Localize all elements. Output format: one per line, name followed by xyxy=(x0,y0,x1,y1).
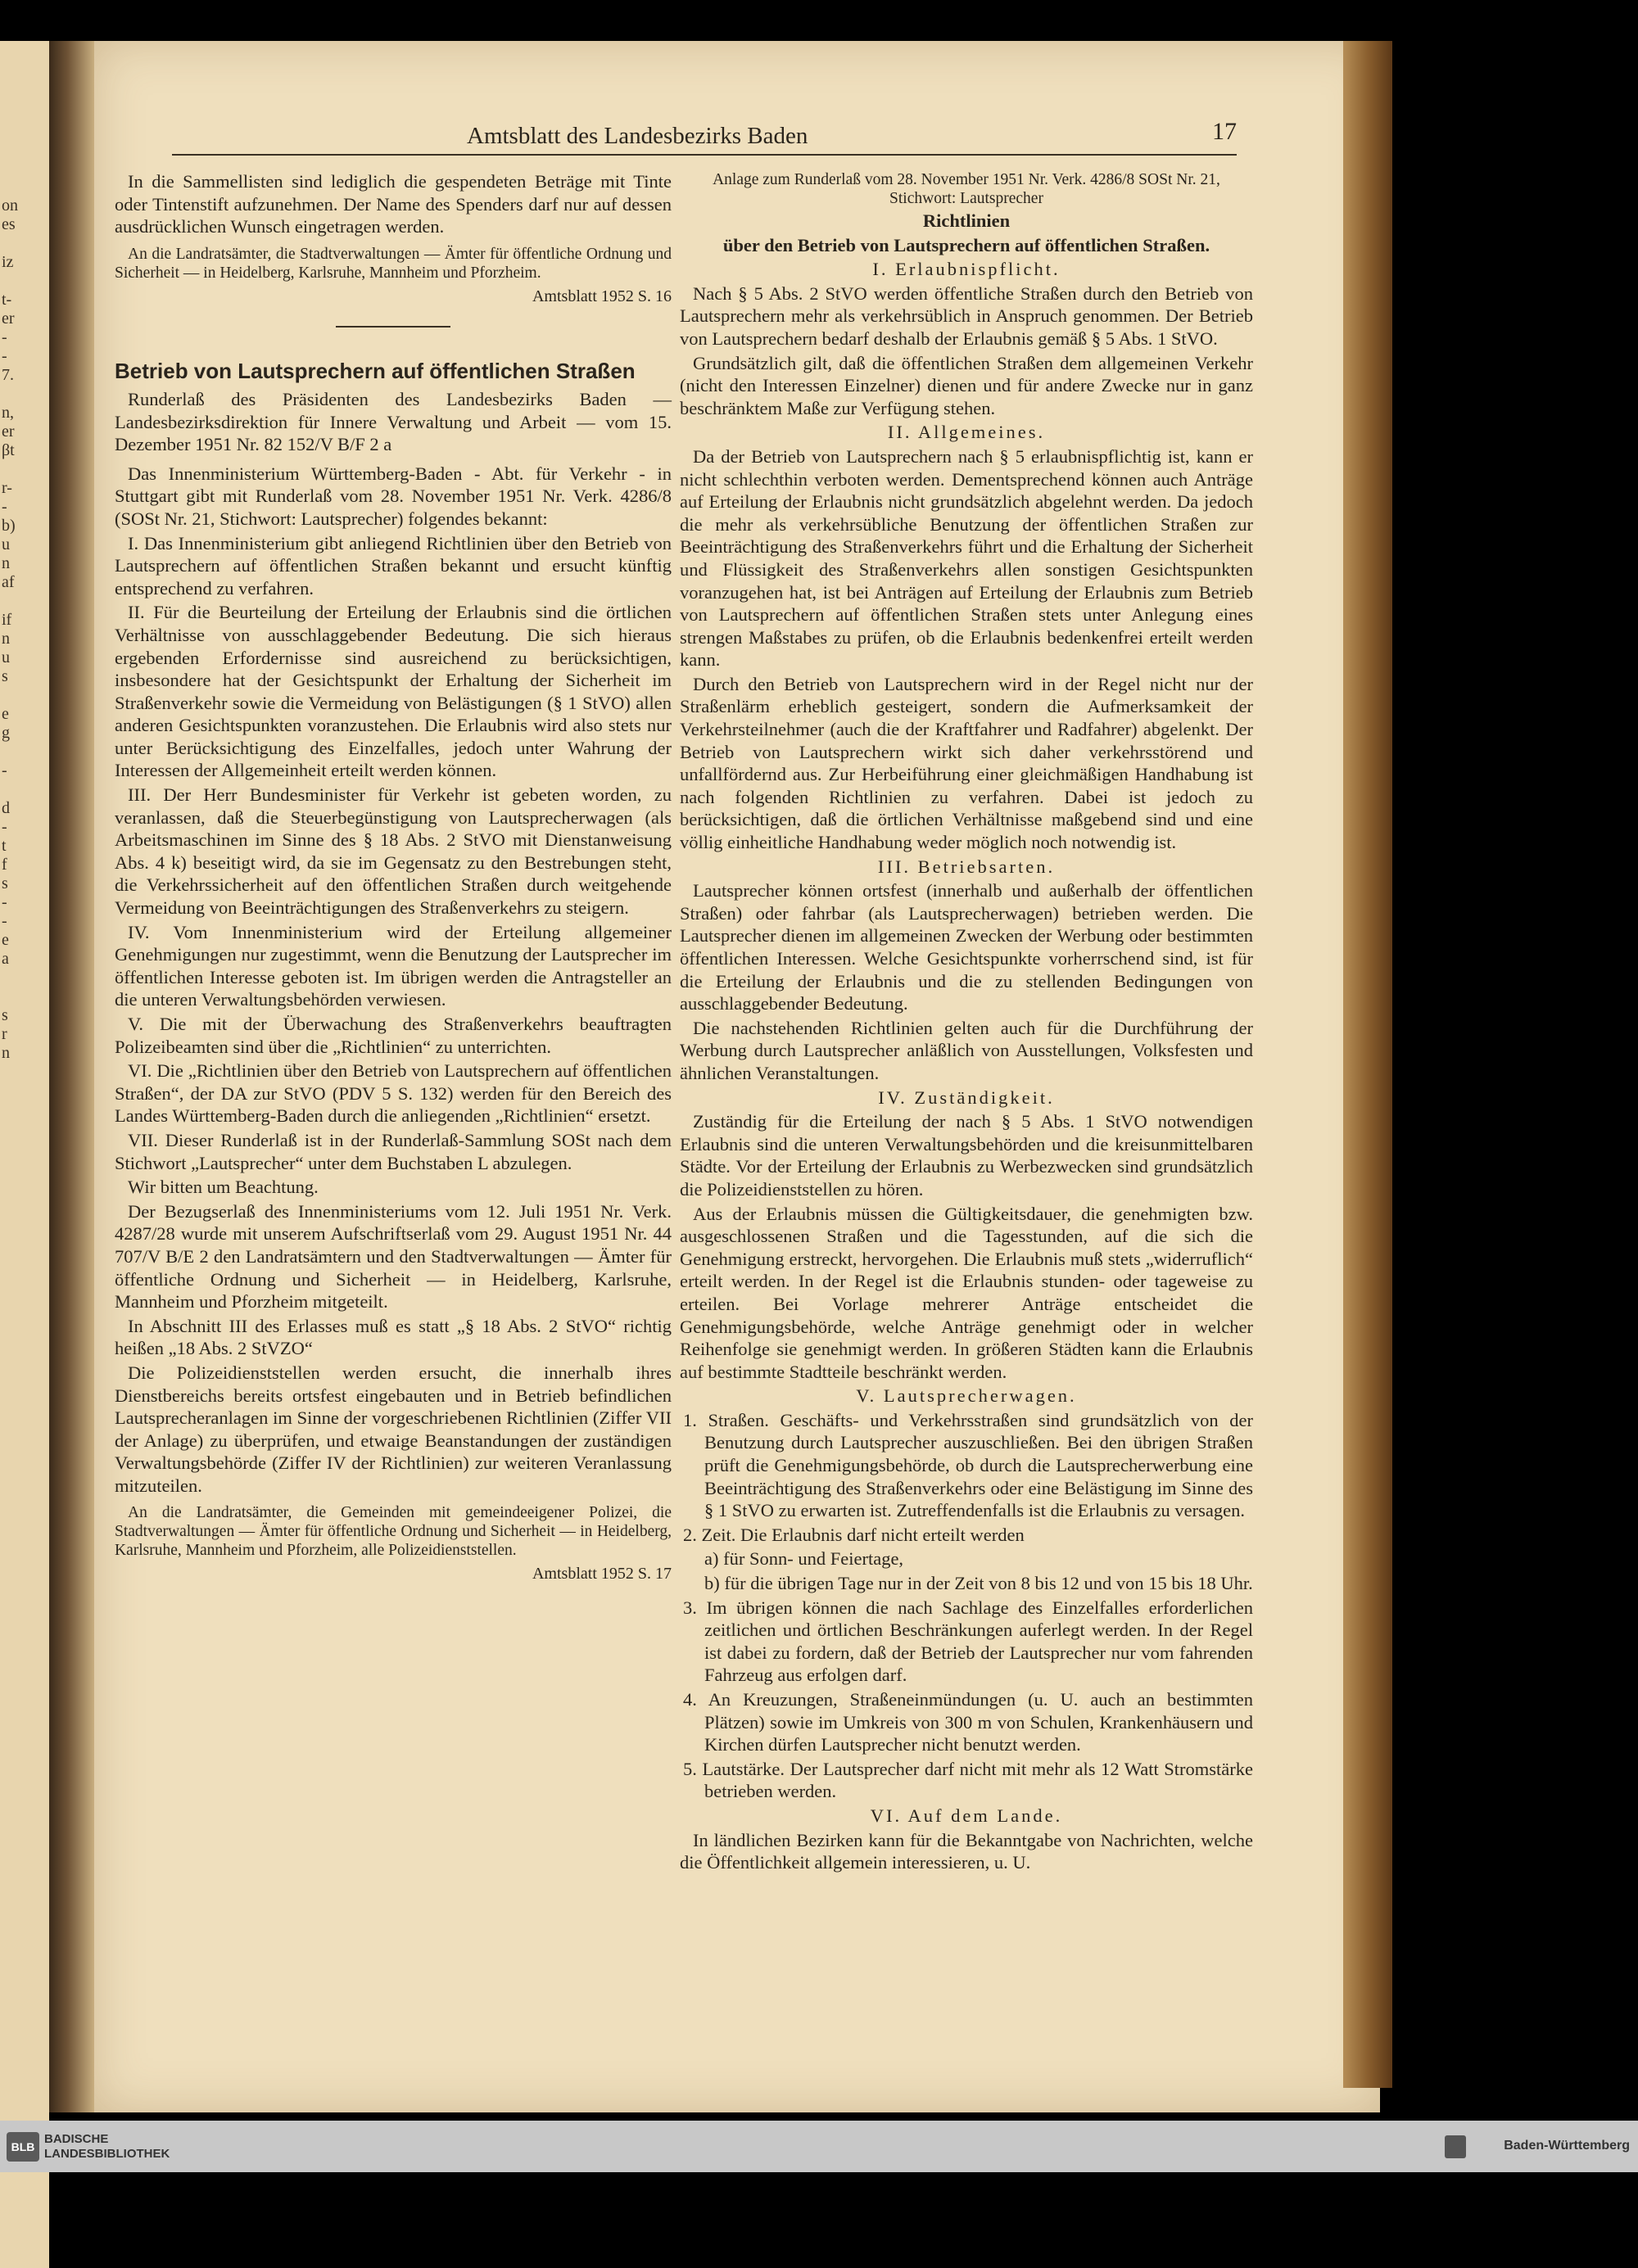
margin-fragment xyxy=(0,1063,49,1082)
library-name-line1: BADISCHE xyxy=(44,2132,109,2146)
margin-fragment xyxy=(0,592,49,611)
paragraph: Da der Betrieb von Lautsprechern nach § 5 erlaubnispflichtig ist, kann er nicht schlechthin verboten werden. Dementsprechend können auch Anträge auf Erteilung der Erlaubnis nicht grundsätzlich abgelehnt werden. Da jedoch die mehr als verkehrsübliche Benutzung der öffentlichen Straßen zur Beeinträchtigung des Straßenverkehrs führt und die Erhaltung der Sicherheit und Flüssigkeit des Straßenverkehrs allen sonstigen Gesichtspunkten voranzugehen hat, ist bei Anträgen auf Erteilung der Erlaubnis zum Betrieb von Lautsprechern auf öffentlichen Straßen stets unter Anlegung eines strengen Maßstabes zu prüfen, ob die Erlaubnis bedenkenfrei erteilt werden kann. xyxy=(680,445,1253,671)
right-column xyxy=(680,170,1253,1876)
left-column xyxy=(115,170,672,1591)
margin-fragment: - xyxy=(2,893,7,911)
paragraph: Das Innenministerium Württemberg-Baden - Abt. für Verkehr - in Stuttgart gibt mit Runderlaß vom 28. November 1951 Nr. Verk. 4286/8 (SOSt Nr. 21, Stichwort: Lautsprecher) folgendes bekannt: xyxy=(115,463,672,529)
paragraph: III. Der Herr Bundesminister für Verkehr ist gebeten worden, zu veranlassen, daß die Steuerbegünstigung von Lautsprecherwagen (als Arbeitsmaschinen im Sinne des § 18 Abs. 2 StVO mit Dienstanweisung Abs. 4 k) beseitigt wird, da sie im Gegensatz zu den Bestrebungen steht, die Verkehrssicherheit auf den öffentlichen Straßen durch weitgehende Vermeidung von Beeinträchtigungen des Straßenverkehrs zu steigern. xyxy=(115,784,672,919)
intro-paragraph: In die Sammellisten sind lediglich die gespendeten Beträge mit Tinte oder Tintenstift aufzunehmen. Der Name des Spenders darf nur auf dessen ausdrücklichen Wunsch eingetragen werden. xyxy=(115,171,672,237)
blb-logo[interactable]: BLB xyxy=(7,2132,39,2162)
section-heading: III. Betriebsarten. xyxy=(877,856,1056,877)
margin-fragment: s xyxy=(2,667,8,685)
margin-fragment: d xyxy=(2,799,10,817)
margin-fragment: t- xyxy=(2,291,12,309)
article-heading: Betrieb von Lautsprechern auf öffentlichen Straßen xyxy=(115,359,636,384)
book-gutter xyxy=(49,41,94,2112)
margin-fragment: - xyxy=(2,347,7,365)
margin-fragment xyxy=(0,272,49,291)
margin-fragment: e xyxy=(2,705,9,723)
paragraph: Lautsprecher können ortsfest (innerhalb und außerhalb der öffentlichen Straßen) oder fahrbar (als Lautsprecherwagen) betrieben werden. Die Lautsprecher dienen im allgemeinen Zwecken der Werbung oder bestimmten öffentlichen Interessen. Welche Gesichtspunkte vorherrschend sind, ist für die Erteilung der Erlaubnis und die zu stellenden Bedingungen von ausschlaggebender Bedeutung. xyxy=(680,880,1253,1014)
paragraph: II. Für die Beurteilung der Erteilung der Erlaubnis sind die örtlichen Verhältnisse von ausschlaggebender Bedeutung. Die sich hieraus ergebenden Erfordernisse sind ausreichend zu berücksichtigen, insbesondere hat der Gesichtspunkt der Erhaltung der Sicherheit im Straßenverkehr sowie die Vermeidung von Belästigungen (§ 1 StVO) allen anderen Gesichtspunkten voranzustehen. Die Erlaubnis wird also stets nur unter Berücksichtigung des Einzelfalles, jedoch unter Wahrung der Interessen der Allgemeinheit erteilt werden können. xyxy=(115,602,672,781)
list-subitem: b) für die übrigen Tage nur in der Zeit von 8 bis 12 und von 15 bis 18 Uhr. xyxy=(704,1573,1253,1594)
margin-fragment xyxy=(0,969,49,987)
paragraph: Durch den Betrieb von Lautsprechern wird in der Regel nicht nur der Straßenlärm erheblich gesteigert, sondern die Aufmerksamkeit der Verkehrsteilnehmer (auch die der Kraftfahrer und Radfahrer) abgelenkt. Der Betrieb von Lautsprechern wirkt sich daher verkehrsstörend und unfallfördernd aus. Zur Herbeiführung einer gleichmäßigen Handhabung ist nach folgenden Richtlinien zu verfahren. Dabei ist jedoch zu berücksichtigen, daß die örtlichen Verhältnisse maßgebend sind und eine völlig einheitliche Handhabung weder möglich noch notwendig ist. xyxy=(680,673,1253,853)
margin-fragment xyxy=(0,385,49,404)
margin-fragment: - xyxy=(2,912,7,930)
margin-fragment: iz xyxy=(2,253,14,271)
margin-fragment xyxy=(0,743,49,761)
margin-fragment: - xyxy=(2,818,7,836)
annex-subtitle: über den Betrieb von Lautsprechern auf öffentlichen Straßen. xyxy=(722,234,1210,255)
reference: Amtsblatt 1952 S. 17 xyxy=(532,1565,672,1584)
margin-fragment: n xyxy=(2,1044,10,1062)
margin-fragment: - xyxy=(2,328,7,346)
section-heading: I. Erlaubnispflicht. xyxy=(872,259,1061,280)
margin-fragment: if xyxy=(2,611,12,629)
margin-fragment: t xyxy=(2,837,7,855)
paragraph: Nach § 5 Abs. 2 StVO werden öffentliche Straßen durch den Betrieb von Lautsprechern mehr als verkehrsüblich in Anspruch genommen. Der Betrieb von Lautsprechern bedarf deshalb der Erlaubnis gemäß § 5 Abs. 1 StVO. xyxy=(680,282,1253,349)
paragraph: Der Bezugserlaß des Innenministeriums vom 12. Juli 1951 Nr. Verk. 4287/28 wurde mit unserem Aufschriftserlaß vom 29. August 1951 Nr. 44 707/V B/E 2 den Landratsämtern und den Stadtverwaltungen — Ämter für öffentliche Ordnung und Sicherheit — in Heidelberg, Karlsruhe, Mannheim und Pforzheim mitgeteilt. xyxy=(115,1200,672,1312)
margin-fragment: - xyxy=(2,498,7,516)
annex-title: Richtlinien xyxy=(922,210,1011,231)
section-heading: VI. Auf dem Lande. xyxy=(870,1805,1063,1826)
annex-note: Anlage zum Runderlaß vom 28. November 1951 Nr. Verk. 4286/8 SOSt Nr. 21, Stichwort: Lautsprecher xyxy=(713,171,1220,207)
margin-fragment xyxy=(0,1082,49,1100)
library-name[interactable] xyxy=(44,2132,170,2162)
margin-fragment: u xyxy=(2,535,10,553)
margin-fragment: n, xyxy=(2,404,14,422)
address-line: An die Landratsämter, die Gemeinden mit gemeindeeigener Polizei, die Stadtverwaltungen — Ämter für öffentliche Ordnung und Sicherheit — in Heidelberg, Karlsruhe, Mannheim und Pforzheim, alle Polizeidienststellen. xyxy=(115,1504,672,1560)
state-crest-icon xyxy=(1445,2135,1466,2158)
margin-fragment: es xyxy=(2,215,16,233)
margin-fragment: af xyxy=(2,573,15,591)
margin-fragment: s xyxy=(2,874,8,892)
paragraph: In ländlichen Bezirken kann für die Bekanntgabe von Nachrichten, welche die Öffentlichkeit allgemein interessieren, u. U. xyxy=(680,1829,1253,1873)
library-name-line2: LANDESBIBLIOTHEK xyxy=(44,2147,170,2161)
address-line: An die Landratsämter, die Stadtverwaltungen — Ämter für öffentliche Ordnung und Sicherheit — in Heidelberg, Karlsruhe, Mannheim und Pforzheim. xyxy=(115,245,672,282)
paragraph: Aus der Erlaubnis müssen die Gültigkeitsdauer, die genehmigten bzw. ausgeschlossenen Straßen und die Tagesstunden, auf die sich die Genehmigung erstreckt, hervorgehen. Die Erlaubnis muß stets „widerruflich“ erteilt werden. In der Regel ist die Erlaubnis stunden- oder tageweise zu erteilen. Bei Vorlage mehrerer Anträge entscheidet die Genehmigungsbehörde, welche Anträge genehmigt oder in welcher Reihenfolge sie genehmigt werden. In größeren Städten kann die Erlaubnis auf bestimmte Stadtteile beschränkt werden. xyxy=(680,1203,1253,1382)
list-item: 1. Straßen. Geschäfts- und Verkehrsstraßen sind grundsätzlich von der Benutzung durch Lautsprecher auszuschließen. Bei den übrigen Straßen prüft die Genehmigungsbehörde, ob durch die Lautsprecherwerbung eine Beeinträchtigung des Straßenverkehrs oder eine Belästigung im Sinne des § 1 StVO zu erwarten ist. Zutreffendenfalls ist die Erlaubnis zu versagen. xyxy=(683,1409,1253,1521)
book-spine xyxy=(1343,41,1392,2088)
section-heading: II. Allgemeines. xyxy=(887,422,1046,443)
paragraph: IV. Vom Innenministerium wird der Erteilung allgemeiner Genehmigungen nur zugestimmt, wenn die Benutzung der Lautsprecher im öffentlichen Interesse geboten ist. Im übrigen werden die Antragsteller an die unteren Verwaltungsbehörden verwiesen. xyxy=(115,921,672,1010)
margin-fragment xyxy=(0,686,49,705)
paragraph: Die nachstehenden Richtlinien gelten auch für die Durchführung der Werbung durch Lautsprecher anläßlich von Ausstellungen, Volksfesten und ähnlichen Veranstaltungen. xyxy=(680,1017,1253,1083)
paragraph: Die Polizeidienststellen werden ersucht, die innerhalb ihres Dienstbereichs bereits ortsfest eingebauten und in Betrieb befindlichen Lautsprecheranlagen im Sinne der vorgeschriebenen Richtlinien (Ziffer VII der Anlage) zu überprüfen, und etwaige Beanstandungen der zuständigen Verwaltungsbehörde (Ziffer IV der Richtlinien) zur weiteren Veranlassung mitzuteilen. xyxy=(115,1362,672,1496)
margin-fragment: s xyxy=(2,1006,8,1024)
paragraph: Wir bitten um Beachtung. xyxy=(128,1177,319,1198)
separator-rule xyxy=(336,326,450,328)
paragraph: I. Das Innenministerium gibt anliegend Richtlinien über den Betrieb von Lautsprechern auf öffentlichen Straßen bekannt und ersucht künftig entsprechend zu verfahren. xyxy=(115,532,672,599)
paragraph: Zuständig für die Erteilung der nach § 5 Abs. 1 StVO notwendigen Erlaubnis sind die unteren Verwaltungsbehörden und die kreisunmittelbaren Städte. Vor der Erteilung der Erlaubnis zu Werbezwecken sind grundsätzlich die Polizeidienststellen zu hören. xyxy=(680,1111,1253,1200)
list-item: 2. Zeit. Die Erlaubnis darf nicht erteilt werden xyxy=(683,1524,1025,1545)
list-item: 4. An Kreuzungen, Straßeneinmündungen (u. U. auch an bestimmten Plätzen) sowie im Umkreis von 300 m von Schulen, Krankenhäusern und Kirchen dürfen Lautsprecher nicht benutzt werden. xyxy=(683,1689,1253,1755)
margin-fragment: n xyxy=(2,554,10,572)
margin-fragment: er xyxy=(2,309,15,328)
margin-fragment: b) xyxy=(2,517,16,535)
paragraph: V. Die mit der Überwachung des Straßenverkehrs beauftragten Polizeibeamten sind über die „Richtlinien“ zu unterrichten. xyxy=(115,1014,672,1057)
margin-fragment: r- xyxy=(2,479,12,497)
journal-title: Amtsblatt des Landesbezirks Baden xyxy=(467,123,808,149)
margin-fragment xyxy=(0,460,49,479)
margin-fragment: f xyxy=(2,856,7,874)
list-item: 5. Lautstärke. Der Lautsprecher darf nicht mit mehr als 12 Watt Stromstärke betrieben werden. xyxy=(683,1758,1253,1802)
margin-fragment: r xyxy=(2,1025,7,1043)
margin-fragment: - xyxy=(2,761,7,779)
margin-fragment: βt xyxy=(2,441,15,459)
margin-fragment: n xyxy=(2,630,10,648)
viewer-footer xyxy=(0,2121,1638,2172)
page-number: 17 xyxy=(1212,118,1237,145)
running-header xyxy=(172,118,1237,156)
margin-fragment xyxy=(0,234,49,253)
margin-fragment xyxy=(0,987,49,1006)
margin-fragment: g xyxy=(2,724,10,742)
state-logo-text[interactable]: Baden-Württemberg xyxy=(1504,2139,1630,2153)
margin-fragment xyxy=(0,780,49,799)
margin-fragment: u xyxy=(2,648,10,666)
list-item: 3. Im übrigen können die nach Sachlage des Einzelfalles erforderlichen zeitlichen und örtlichen Beschränkungen auferlegt werden. In der Regel ist dabei zu fordern, daß der Betrieb der Lautsprecher nur vom fahrenden Fahrzeug aus erfolgen darf. xyxy=(683,1597,1253,1686)
margin-fragment: e xyxy=(2,931,9,949)
paragraph: VI. Die „Richtlinien über den Betrieb von Lautsprechern auf öffentlichen Straßen“, der DA zur StVO (PDV 5 S. 132) werden für den Bereich des Landes Württemberg-Baden durch die anliegenden „Richtlinien“ ersetzt. xyxy=(115,1060,672,1127)
paragraph: In Abschnitt III des Erlasses muß es statt „§ 18 Abs. 2 StVO“ richtig heißen „18 Abs. 2 StVZO“ xyxy=(115,1315,672,1359)
margin-fragment: er xyxy=(2,422,15,440)
section-heading: IV. Zuständigkeit. xyxy=(878,1087,1055,1108)
margin-fragment: on xyxy=(2,197,18,215)
margin-fragment: 7. xyxy=(2,366,14,384)
list-subitem: a) für Sonn- und Feiertage, xyxy=(704,1548,904,1570)
margin-fragment: a xyxy=(2,950,9,968)
previous-page-strip xyxy=(0,41,49,2268)
section-heading: V. Lautsprecherwagen. xyxy=(856,1385,1077,1407)
paragraph: Grundsätzlich gilt, daß die öffentlichen Straßen dem allgemeinen Verkehr (nicht den Interessen Einzelner) dienen und für andere Zwecke nur in ganz beschränktem Maße zur Verfügung stehen. xyxy=(680,352,1253,418)
reference: Amtsblatt 1952 S. 16 xyxy=(532,287,672,305)
paragraph: VII. Dieser Runderlaß ist in der Runderlaß-Sammlung SOSt nach dem Stichwort „Lautsprecher“ unter dem Buchstaben L abzulegen. xyxy=(115,1129,672,1173)
article-subheading: Runderlaß des Präsidenten des Landesbezirks Baden — Landesbezirksdirektion für Innere Verwaltung und Arbeit — vom 15. Dezember 1951 Nr. 82 152/V B/F 2 a xyxy=(115,388,672,455)
